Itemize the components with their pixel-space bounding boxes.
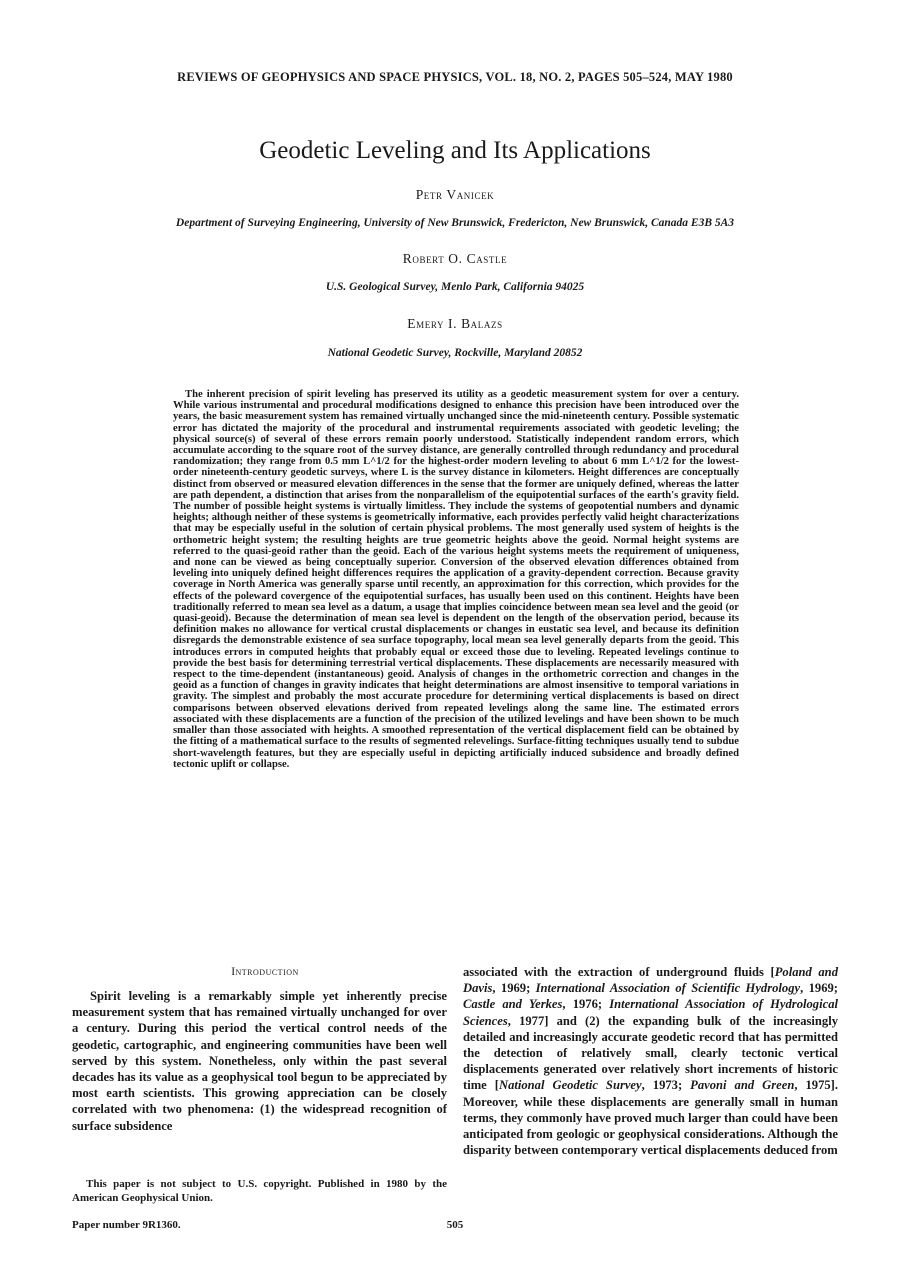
citation: Poland and Davis <box>463 965 838 996</box>
citation: Castle and Yerkes <box>463 997 563 1012</box>
article-title: Geodetic Leveling and Its Applications <box>259 137 651 164</box>
citation: National Geodetic Survey <box>498 1078 642 1093</box>
body-text: associated with the extraction of underground fluids [ <box>463 965 775 979</box>
body-text: , 1969; <box>800 981 838 996</box>
citation: International Association of Scientific Hydrology <box>535 981 801 996</box>
page-number: 505 <box>446 1219 464 1231</box>
citation: Pavoni and Green <box>690 1078 795 1093</box>
author-name: Emery I. Balazs <box>407 316 503 331</box>
body-text: , 1973; <box>641 1078 691 1093</box>
author-name: Petr Vanicek <box>415 187 495 202</box>
paper-number: Paper number 9R1360. <box>72 1219 181 1231</box>
abstract: The inherent precision of spirit leveling has preserved its utility as a geodetic measurement system for over a century. While various instrumental and procedural modifications designed to enhance this precision have been introduced over the years, the basic measurement system has remained virtually unchanged since the mid-nineteenth century. Possible systematic error has dictated the majority of the procedural and instrumental requirements associated with geodetic leveling; the physical source(s) of several of these errors remain poorly understood. Statistically independent random errors, which accumulate according to the square root of the survey distance, are generally controlled through redundancy and procedural randomization; they range from 0.5 mm L^1/2 for the highest-order modern leveling to about 6 mm L^1/2 for the lowest-order nineteenth-century geodetic surveys, where L is the survey distance in kilometers. Height differences are conceptually distinct from observed or measured elevation differences in the sense that the former are uniquely defined, whereas the latter are path dependent, a distinction that arises from the nonparallelism of the equipotential surfaces of the earth's gravity field. The number of possible height systems is virtually limitless. They include the systems of geopotential numbers and dynamic heights; although neither of these systems is geometrically informative, each provides perfectly valid height characterizations that may be especially useful in the solution of certain physical problems. The most generally used system of heights is the orthometric height system; the resulting heights are true geometric heights above the geoid. Normal height systems are referred to the quasi-geoid rather than the geoid. Each of the various height systems meets the requirement of uniqueness, and none can be viewed as being conceptually superior. Conversion of the observed elevation differences obtained from leveling into uniquely defined height differences requires the application of a gravity-dependent correction. Because gravity coverage in North America was generally sparse until recently, an approximation for this correction, which provides for the effects of the poleward covergence of the equipotential surfaces, has usually been used on this continent. Heights have been traditionally referred to mean sea level as a datum, a usage that implies coincidence between mean sea level and the geoid (or quasi-geoid). Because the determination of mean sea level is dependent on the length of the observation period, because its definition makes no allowance for vertical crustal displacements or changes in eustatic sea level, and because its definition disregards the demonstrable existence of sea surface topography, local mean sea level generally departs from the geoid. This introduces errors in computed heights that probably equal or exceed those due to leveling. Repeated levelings continue to provide the best basis for determining terrestrial vertical displacements. These displacements are necessarily measured with respect to the time-dependent (instantaneous) geoid. Analysis of changes in the orthometric correction and changes in the geoid as a function of changes in gravity indicates that height determinations are almost insensitive to temporal variations in gravity. The simplest and probably the most accurate procedure for determining vertical displacements is based on direct comparisons between observed elevations derived from repeated levelings along the same line. The estimated errors associated with these displacements are a function of the precision of the utilized levelings and have been shown to be much smaller than those associated with heights. A smoothed representation of the vertical displacement field can be obtained by the fitting of a mathematical surface to the results of segmented relevelings. Surface-fitting techniques usually tend to subdue short-wavelength features, but they are especially useful in depicting artificially induced subsidence and broadly defined tectonic uplift or collapse. <box>173 389 739 770</box>
body-text: , 1977] and (2) the expanding bulk of the increasingly detailed and increasingly accurate geodetic record that has permitted the detection of relatively small, clearly tectonic vertical displacements generated over relatively short increments of historic time [ <box>463 1013 838 1093</box>
author-affiliation: National Geodetic Survey, Rockville, Maryland 20852 <box>327 347 583 359</box>
body-text: , 1969; <box>492 981 536 996</box>
intro-right-column <box>463 964 838 1158</box>
copyright-footnote: This paper is not subject to U.S. copyright. Published in 1980 by the American Geophysical Union. <box>72 1178 447 1204</box>
body-text: , 1975]. Moreover, while these displacements are generally small in human terms, they commonly have proved much larger than could have been anticipated from geologic or geophysical considerations. Although the disparity between contemporary vertical displacements deduced from <box>463 1078 839 1158</box>
intro-left-column: Spirit leveling is a remarkably simple yet inherently precise measurement system that has remained virtually unchanged for over a century. During this period the vertical control needs of the geodetic, cartographic, and engineering communities have been well served by this system. Nonetheless, only within the past several decades has its value as a geophysical tool begun to be appreciated by most earth scientists. This growing appreciation can be closely correlated with two phenomena: (1) the widespread recognition of surface subsidence <box>72 989 447 1133</box>
author-affiliation: U.S. Geological Survey, Menlo Park, California 94025 <box>325 281 585 293</box>
author-name: Robert O. Castle <box>402 251 508 266</box>
citation: International Association of Hydrological Sciences <box>463 997 838 1028</box>
section-heading-introduction: Introduction <box>231 966 299 978</box>
body-text: , 1976; <box>562 997 610 1012</box>
journal-header: REVIEWS OF GEOPHYSICS AND SPACE PHYSICS, VOL. 18, NO. 2, PAGES 505–524, MAY 1980 <box>177 70 733 84</box>
author-affiliation: Department of Surveying Engineering, University of New Brunswick, Fredericton, New Brunswick, Canada E3B 5A3 <box>175 217 735 229</box>
